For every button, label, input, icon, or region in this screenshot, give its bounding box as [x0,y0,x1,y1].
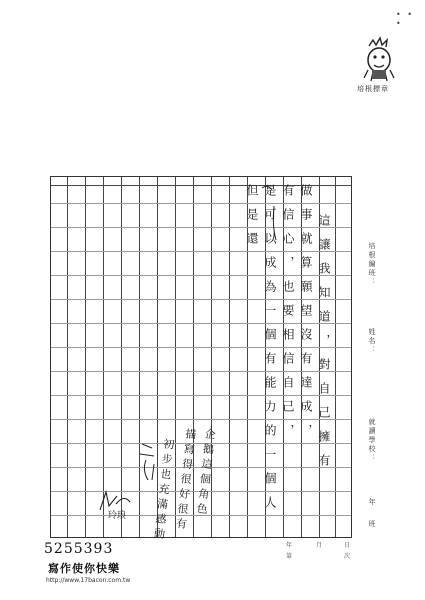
class-suffix-label: 班 [368,520,376,529]
date-year-label: 年 [286,542,293,549]
grade-label: 年 [368,498,376,507]
teacher-comment-3: 初步也充滿感動 [151,437,176,544]
grid-column-line [211,177,212,537]
grid-column-line [103,177,104,537]
date-month-label: 月 [316,542,323,549]
essay-column-2: 做事就算願望沒有達成， [299,184,313,448]
page-number-label: 第 [286,553,293,560]
serial-number: 5255393 [44,541,114,557]
essay-column-4: 是可以成為一個有能力的一個人 [263,184,277,520]
teacher-signature: 玲琅 [108,511,127,521]
bacon-mascot-logo [355,36,403,94]
grid-column-line [229,177,230,537]
date-day-label: 日 [344,542,351,549]
brand-url: http://www.17bacon.com.tw [46,577,131,584]
grid-column-line [67,177,68,537]
essay-column-1: 這讓我知道，對自己擁有 [317,214,331,478]
page-count-suffix: 次 [344,553,351,560]
teacher-mark-icon [136,440,164,490]
grid-column-line [335,177,336,537]
name-label: 姓名： [368,328,376,355]
grid-column-line [175,177,176,537]
pen-scribble [238,180,278,260]
school-label: 就讀學校： [368,418,376,463]
teacher-comment-2: 描寫得很好很有 [173,427,198,534]
stamp-label: 培根標章 [357,85,389,93]
grid-column-line [193,177,194,537]
class-label: 培根編班： [368,242,376,287]
grid-column-line [121,177,122,537]
grid-column-line [85,177,86,537]
brand-slogan: 寫作使你快樂 [48,562,120,575]
essay-column-3: 有信心，也要相信自己， [281,184,295,448]
corner-dots: • • • [396,10,414,28]
essay-column-5: 但是還 [245,184,259,256]
teacher-comment-1: 企鵝這個角色 [194,427,217,519]
